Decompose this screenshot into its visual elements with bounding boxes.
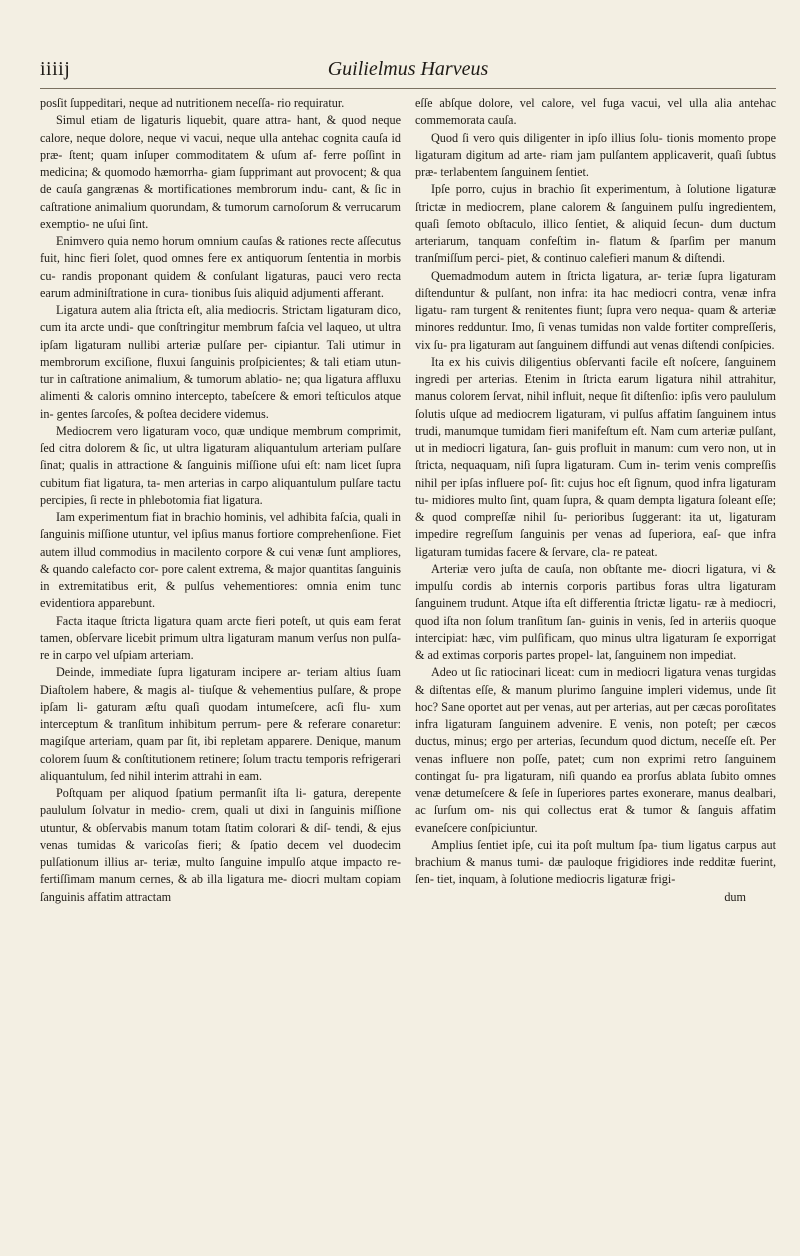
paragraph: Ligatura autem alia ſtricta eſt, alia mediocris. Strictam ligaturam dico, cum ita arcte undi- que conſtringitur membrum faſcia vel laqueo, ut ultra ipſam ligaturam nullibi arteriæ pulſare per- cipiantur. Tali utimur in membrorum exciſione, fluxui ſanguinis proſpicientes; & tali etiam utun- tur in caſtratione animalium, & tumorum ablatio- ne; qua ligatura affluxu alimenti & caloris omnino intercepto, tabeſcere & emori teſticulos atque in- gentes ſarcoſes, & poſtea decidere videmus.: [40, 303, 401, 421]
paragraph: Quod ſi vero quis diligenter in ipſo illius ſolu- tionis momento prope ligaturam digitum ad arte- riam jam pulſantem applicaverit, quaſi ſubtus præ- terlabentem ſanguinem ſentiet.: [415, 130, 776, 179]
page-header: [40, 58, 776, 89]
left-column: [40, 95, 401, 906]
paragraph: eſſe abſque dolore, vel calore, vel fuga vacui, vel ulla alia antehac commemorata cauſa.: [415, 96, 776, 128]
paragraph: posſit ſuppeditari, neque ad nutritionem neceſſa- rio requiratur.: [40, 96, 345, 110]
text-columns: [40, 95, 776, 906]
right-column: [415, 95, 776, 906]
running-head: Guilielmus Harveus: [327, 58, 489, 80]
paragraph: Simul etiam de ligaturis liquebit, quare attra- hant, & quod neque calore, neque dolore, neque vi vacui, neque ulla antehac cognita cauſa id præ- ſtent; quam inſuper commoditatem & uſum af- ferre poſſint in medicina; & quomodo hæmorrha- giam ſupprimant aut provocent; & qua de cauſa gangrænas & mortificationes membrorum indu- cant, & ſic in caſtratione animalium quorundam, & tumorum carnoſorum & verrucarum exemptio- ne uſui ſint.: [40, 113, 401, 231]
folio-number: iiiij: [40, 58, 71, 80]
paragraph: Enimvero quia nemo horum omnium cauſas & rationes recte aſſecutus fuit, hinc fieri ſolet, quod omnes fere ex antiquorum ſententia in morbis cu- randis proponant quidem & conſulant ligaturas, pauci vero recta earum adminiſtratione in cura- tionibus ſuis aliquid adjumenti afferant.: [40, 234, 401, 300]
paragraph: Facta itaque ſtricta ligatura quam arcte fieri poteſt, ut quis eam ferat tamen, obſervare licebit primum ultra ligaturam manum verſus non pulſa- re in carpo vel uſpiam arteriam.: [40, 613, 401, 662]
paragraph: Ipſe porro, cujus in brachio ſit experimentum, à ſolutione ligaturæ ſtrictæ in mediocrem, plane calorem & ſanguinem pulſu ingredientem, quaſi ſemoto obſtaculo, illico ſentiet, & aliquid ſecun- dum ductum arteriarum, tanquam confeſtim in- flatum & ſparſim per manum tranſmiſſum perci- piet, & continuo calefieri manum & diſtendi.: [415, 182, 776, 266]
paragraph: Quemadmodum autem in ſtricta ligatura, ar- teriæ ſupra ligaturam diſtenduntur & pulſant, non infra: ita hac mediocri contra, venæ infra ligatu- ram turgent & renitentes fiunt; ſupra vero nequa- quam & arteriæ minores redduntur. Imo, ſi venas tumidas non valde fortiter compreſſeris, vix ſu- pra ligaturam aut ſanguinem diffundi aut venas diſtendi conſpicies.: [415, 268, 776, 352]
paragraph: Mediocrem vero ligaturam voco, quæ undique membrum comprimit, ſed citra dolorem & ſic, ut ultra ligaturam aliquantulum arteriam pulſare ſinat; qualis in attractione & ſanguinis miſſione uſui eſt: nam licet ſupra cubitum fiat ligatura, ta- men arterias in carpo aliquantulum pulſare tactu percipies, ſi recte in phlebotomia fiat ligatura.: [40, 423, 401, 507]
paragraph: Arteriæ vero juſta de cauſa, non obſtante me- diocri ligatura, vi & impulſu cordis ab internis corporis partibus foras ultra ligaturam ſanguinem trudunt. Atque iſta eſt differentia ſtrictæ ligatu- ræ à mediocri, quod iſta non ſolum tranſitum ſan- guinis in venis, ſed in arteriis quoque intercipiat: hæc, vim pulſificam, quo minus ultra ligaturam ſe exporrigat & ad extimas corporis partes propel- lat, ſanguinem non impediat.: [415, 561, 776, 662]
paragraph: Adeo ut ſic ratiocinari liceat: cum in mediocri ligatura venas turgidas & diſtentas eſſe, & manum plurimo ſanguine impleri videmus, unde ſit hoc? Sane oportet aut per venas, aut per arterias, aut per cæcas poroſitates infra ligaturam ſanguinem advenire. E venis, non poteſt; per cæcos ductus, minus; ergo per arterias, ſecundum quod dictum, neceſſe eſt. Per venas influere non poſſe, patet; cum non exprimi retro ſanguinem contingat ſu- pra ligaturam, niſi quando ea prorſus ablata ſubito omnes venæ detumeſcere & ſeſe in ſuperiores partes exonerare, manus dealbari, ac ſurſum om- nis qui collectus erat & tumor & ſanguis affatim evaneſcere conſpiciuntur.: [415, 665, 776, 835]
catchword: dum: [724, 889, 746, 904]
paragraph: Poſtquam per aliquod ſpatium permanſit iſta li- gatura, derepente paululum ſolvatur in medio- crem, quali ut dixi in ſanguinis miſſione utuntur, & obſervabis manum totam ſtatim colorari & diſ- tendi, & ejus venas tumidas & varicoſas fieri; & ſpatio decem vel duodecim pulſationum illius ar- teriæ, multo ſanguine impulſo atque impacto re- fertiſſimam manum cernes, & ab illa ligatura me- diocri multam copiam ſanguinis affatim attractam: [40, 786, 401, 904]
paragraph: Deinde, immediate ſupra ligaturam incipere ar- teriam altius ſuam Diaſtolem habere, & magis al- tiuſque & vehementius pulſare, & prope ipſam li- gaturam æſtu quaſi quodam intumeſcere, acſi flu- xum interceptum & tranſitum inhibitum perrum- pere & referare conaretur: magiſque arteriam, quam par ſit, ibi repletam apparere. Denique, manum colorem ſuum & conſtitutionem retinere; ſolum tractu temporis refrigerari aliquantulum, ſed nihil interim attrahi in eam.: [40, 665, 401, 783]
paragraph: Amplius ſentiet ipſe, cui ita poſt multum ſpa- tium ligatus carpus aut brachium & manus tumi- dæ pauloque frigidiores inde redditæ fuerint, ſen- tiet, inquam, à ſolutione mediocris ligaturæ frigi-: [415, 837, 776, 887]
paragraph: Iam experimentum fiat in brachio hominis, vel adhibita faſcia, quali in ſanguinis miſſione utuntur, vel ipſius manus fortiore comprehenſione. Fiet autem illud commodius in macilento corpore & cui venæ ſunt ampliores, & quando calefacto cor- pore calent extrema, & major quantitas ſanguinis in extremitatibus erit, & pulſus vehementiores: omnia enim tunc evidentiora apparebunt.: [40, 510, 401, 611]
paragraph: Ita ex his cuivis diligentius obſervanti facile eſt noſcere, ſanguinem ingredi per arterias. Etenim in ſtricta earum ligatura nihil attrahitur, manus colorem ſervat, nihil influit, neque ſit diſtenſio: ipſis vero paululum ſolutis uſque ad mediocrem ligaturam, vi pulſus affatim ſanguinem intus trudi, manumque tumidam fieri manifeſtum eſt. Nam cum arteriæ pulſant, ut in mediocri ligatura, ſan- guis profluit in manum: cum vero non, ut in ſtricta, nequaquam, niſi ſupra ligaturam. Cum in- terim venis compreſſis nihil per ipſas influere poſ- ſit: cujus hoc eſt ſignum, quod infra ligaturam tu- midiores multo ſint, quam ſupra, & quam dempta ligatura ſoleant eſſe; & quod compreſſæ nihil ſu- perioribus ſuggerant: ita ut, ligaturam impedire regreſſum ſanguinis per venas ad ſuperiora, eaſ- que infra ligaturam tumidas facere & ſervare, cla- re pateat.: [415, 354, 776, 559]
